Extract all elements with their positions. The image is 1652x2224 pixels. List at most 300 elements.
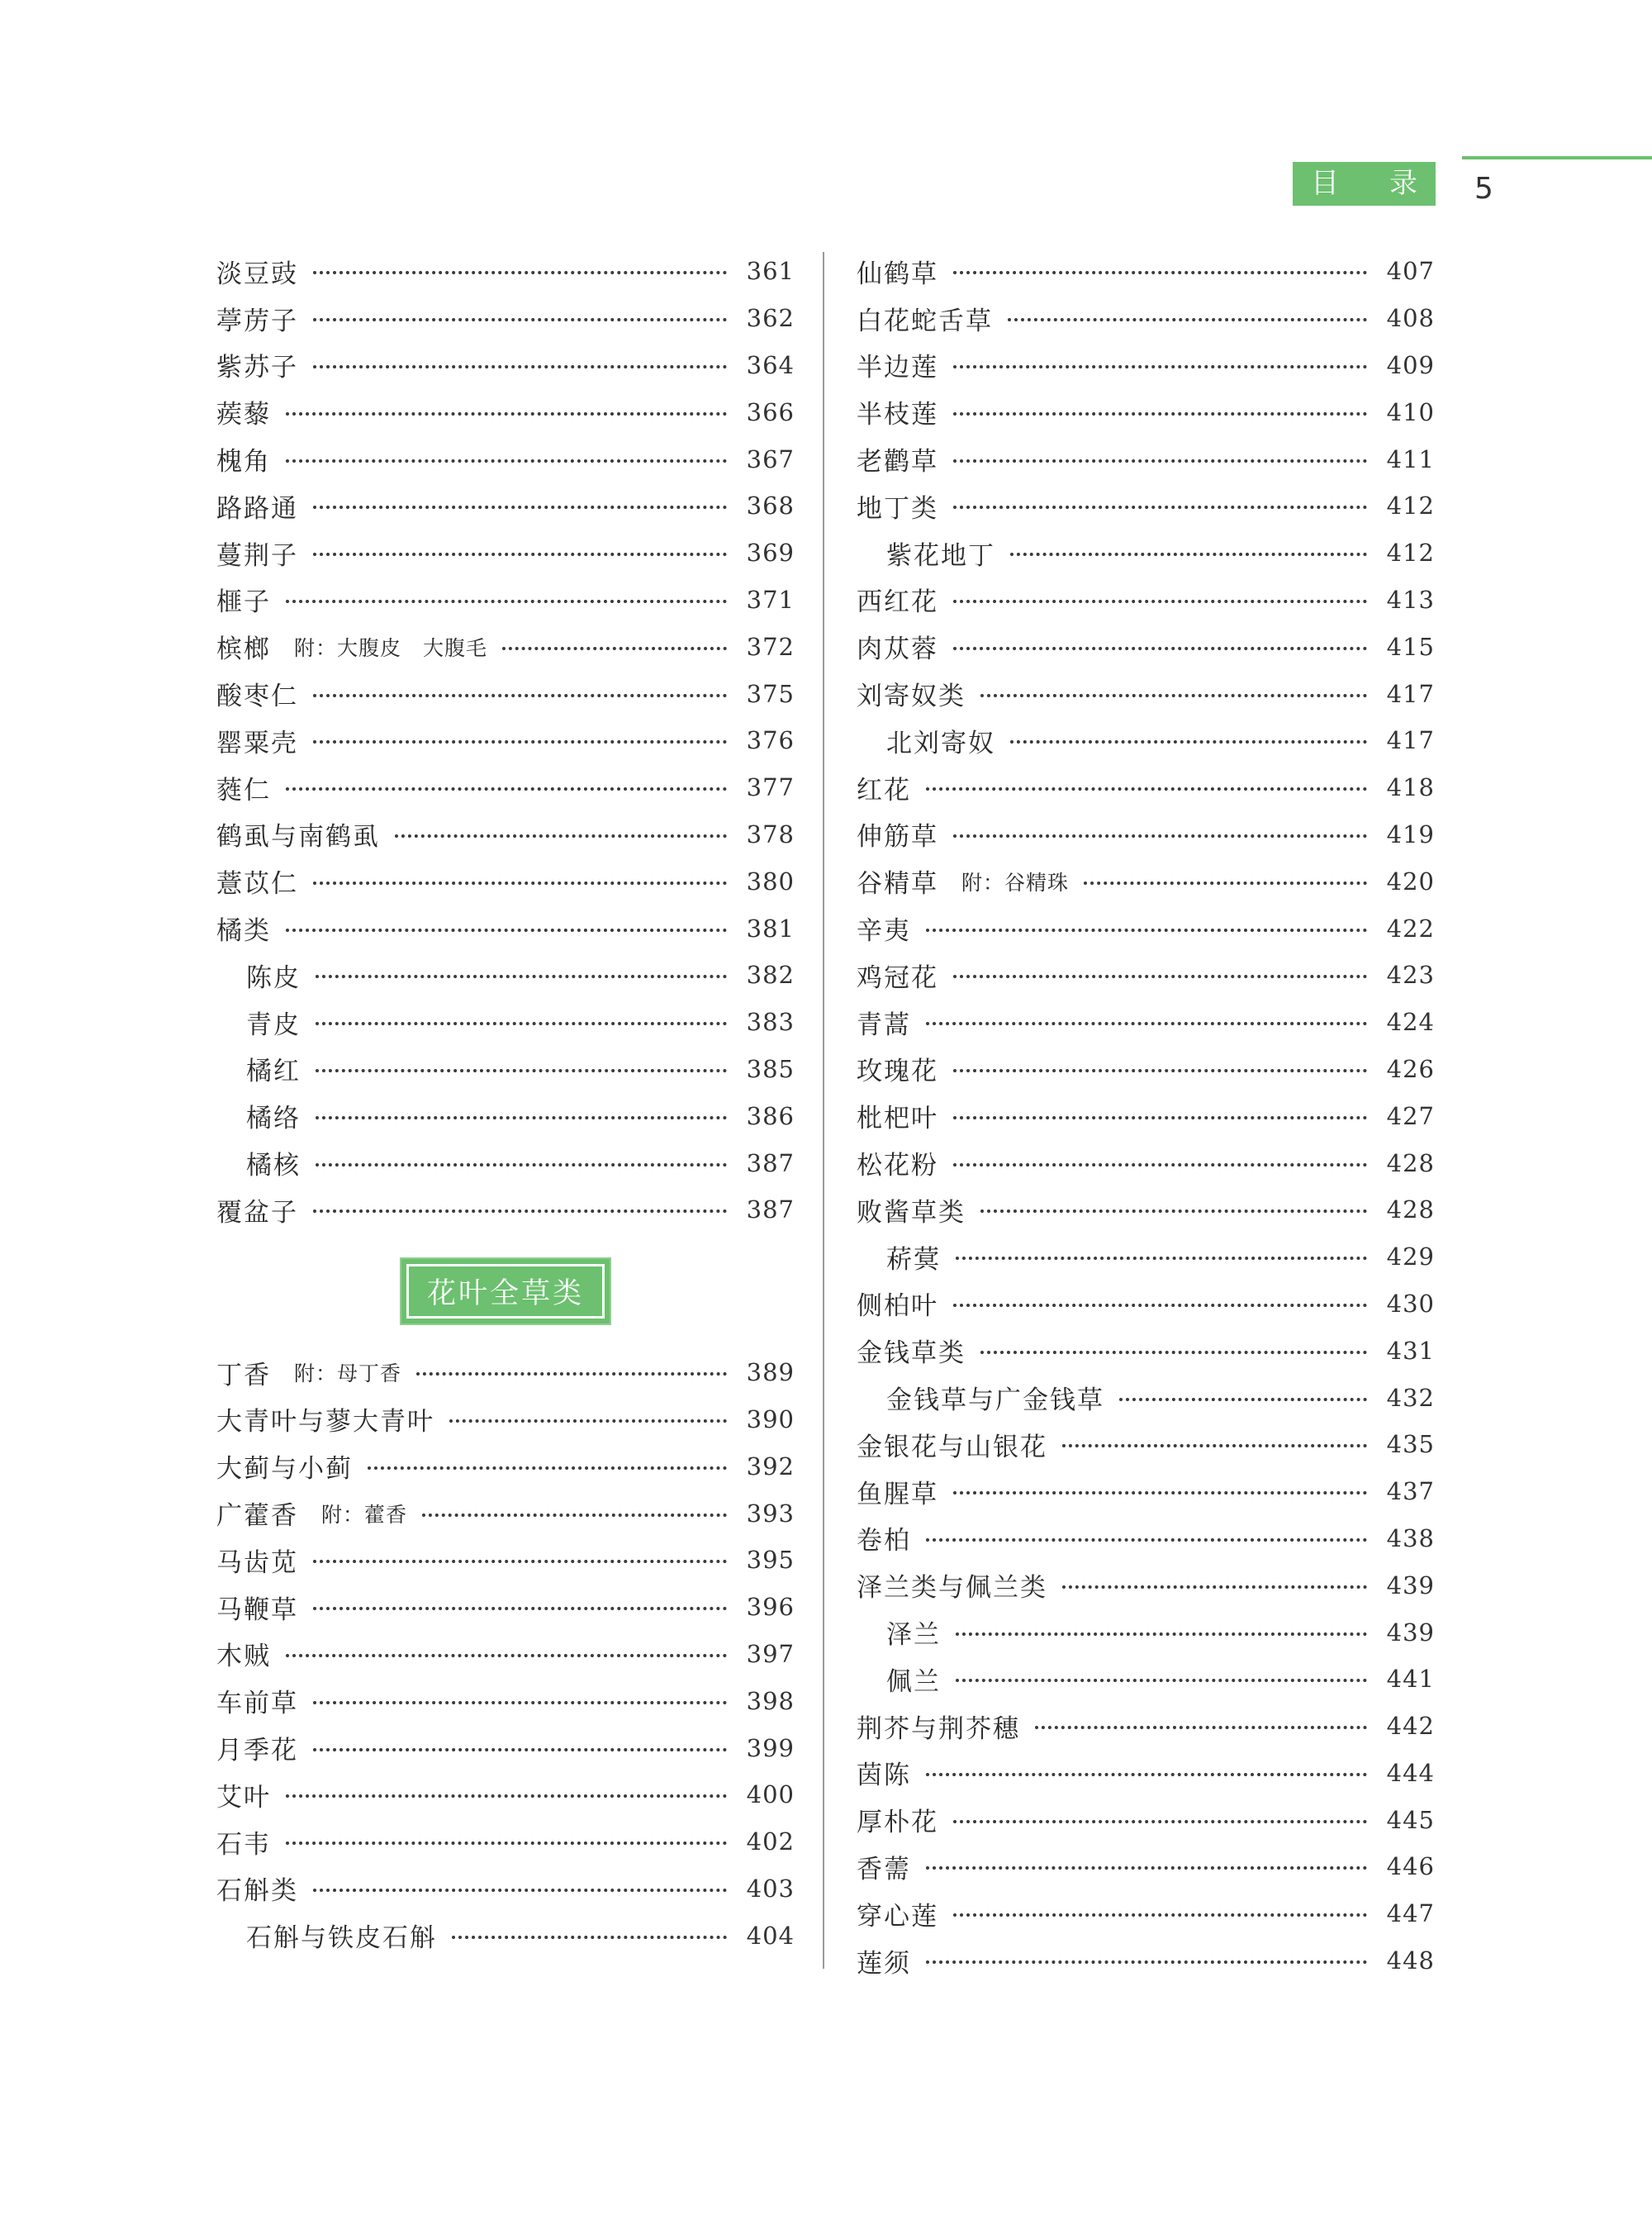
toc-entry-page: 428 bbox=[1386, 1195, 1435, 1224]
dot-leader bbox=[926, 1866, 1367, 1870]
toc-entry[interactable] bbox=[857, 905, 1435, 952]
toc-entry-title: 槟榔 bbox=[216, 634, 271, 665]
toc-entry[interactable] bbox=[857, 1139, 1435, 1186]
toc-entry-title: 荆芥与荆芥穗 bbox=[857, 1713, 1020, 1744]
toc-entry-page: 432 bbox=[1386, 1383, 1435, 1412]
toc-entry[interactable] bbox=[857, 670, 1435, 717]
toc-entry[interactable] bbox=[216, 764, 795, 811]
toc-entry-page: 424 bbox=[1386, 1008, 1435, 1037]
toc-entry-page: 364 bbox=[746, 350, 795, 379]
toc-entry-page: 377 bbox=[746, 773, 795, 802]
right-column bbox=[857, 248, 1435, 1984]
toc-entry-title: 蒺藜 bbox=[216, 400, 271, 430]
toc-entry-title: 败酱草类 bbox=[857, 1197, 966, 1228]
dot-leader bbox=[980, 1209, 1367, 1213]
section-heading-wrap bbox=[216, 1233, 795, 1349]
dot-leader bbox=[313, 506, 727, 509]
toc-entry-page: 383 bbox=[746, 1008, 795, 1037]
toc-entry-title: 月季花 bbox=[216, 1736, 298, 1765]
toc-entry[interactable] bbox=[857, 295, 1435, 342]
toc-entry-page: 375 bbox=[746, 679, 795, 708]
toc-entry[interactable] bbox=[857, 999, 1435, 1046]
dot-leader bbox=[313, 1701, 727, 1704]
toc-entry-page: 361 bbox=[746, 257, 795, 286]
toc-entry-title: 辛夷 bbox=[857, 916, 911, 947]
toc-entry[interactable] bbox=[857, 811, 1435, 858]
toc-entry[interactable] bbox=[216, 1912, 795, 1959]
toc-entry-page: 396 bbox=[746, 1593, 795, 1622]
toc-entry-title: 金银花与山银花 bbox=[857, 1432, 1047, 1462]
dot-leader bbox=[286, 1794, 727, 1798]
toc-entry-page: 428 bbox=[1386, 1148, 1435, 1177]
toc-entry[interactable] bbox=[857, 342, 1435, 389]
toc-entry-page: 444 bbox=[1386, 1758, 1435, 1787]
dot-leader bbox=[313, 365, 727, 368]
toc-entry[interactable] bbox=[216, 1677, 795, 1724]
toc-entry-page: 362 bbox=[746, 304, 795, 333]
toc-entry-page: 398 bbox=[746, 1686, 795, 1715]
toc-entry-page: 367 bbox=[746, 444, 795, 473]
toc-entry-title: 金钱草类 bbox=[857, 1338, 966, 1369]
toc-entry-page: 411 bbox=[1386, 444, 1435, 473]
toc-entry-page: 446 bbox=[1386, 1852, 1435, 1881]
toc-entry-title: 西红花 bbox=[857, 587, 938, 618]
toc-entry-note: 附：谷精珠 bbox=[961, 870, 1070, 895]
toc-entry-title: 橘类 bbox=[216, 916, 271, 947]
toc-entry-page: 415 bbox=[1386, 632, 1435, 661]
toc-entry[interactable] bbox=[216, 342, 795, 389]
toc-entry-title: 薏苡仁 bbox=[216, 869, 298, 900]
toc-entry-page: 412 bbox=[1386, 539, 1435, 568]
toc-entry-title: 淡豆豉 bbox=[216, 259, 298, 289]
dot-leader bbox=[953, 412, 1367, 416]
toc-entry[interactable] bbox=[216, 1442, 795, 1490]
toc-entry-page: 447 bbox=[1386, 1899, 1435, 1928]
toc-entry-title: 泽兰类与佩兰类 bbox=[857, 1573, 1047, 1604]
toc-entry-page: 372 bbox=[746, 632, 795, 661]
toc-entry[interactable] bbox=[216, 530, 795, 577]
dot-leader bbox=[1062, 1444, 1367, 1447]
dot-leader bbox=[953, 1069, 1367, 1072]
dot-leader bbox=[953, 459, 1367, 463]
toc-entry-page: 400 bbox=[746, 1780, 795, 1809]
dot-leader bbox=[286, 459, 727, 463]
toc-entry[interactable] bbox=[857, 623, 1435, 670]
toc-entry-page: 368 bbox=[746, 492, 795, 520]
toc-entry-title: 半边莲 bbox=[857, 353, 938, 383]
toc-entry-page: 445 bbox=[1386, 1805, 1435, 1834]
toc-entry-page: 422 bbox=[1386, 914, 1435, 943]
toc-entry-title: 佩兰 bbox=[886, 1666, 941, 1697]
dot-leader bbox=[313, 1889, 727, 1892]
toc-entry[interactable] bbox=[857, 1233, 1435, 1281]
dot-leader bbox=[286, 787, 727, 791]
dot-leader bbox=[953, 600, 1367, 603]
dot-leader bbox=[316, 1069, 727, 1072]
toc-entry-page: 376 bbox=[746, 726, 795, 755]
toc-entry-page: 387 bbox=[746, 1148, 795, 1177]
toc-entry-note: 附：母丁香 bbox=[294, 1361, 402, 1386]
section-heading: 花叶全草类 bbox=[401, 1259, 610, 1323]
toc-entry[interactable] bbox=[857, 1796, 1435, 1843]
toc-entry-page: 448 bbox=[1386, 1946, 1435, 1975]
toc-entry[interactable] bbox=[216, 1186, 795, 1233]
dot-leader bbox=[316, 1116, 727, 1119]
toc-entry[interactable] bbox=[857, 1374, 1435, 1421]
toc-entry-title: 石斛类 bbox=[216, 1876, 298, 1907]
toc-entry[interactable] bbox=[857, 1186, 1435, 1233]
toc-entry-title: 车前草 bbox=[216, 1689, 298, 1719]
toc-entry-title: 鹤虱与南鹤虱 bbox=[216, 822, 380, 853]
header-title-left: 目 bbox=[1311, 167, 1339, 200]
toc-entry-title: 伸筋草 bbox=[857, 822, 938, 853]
toc-entry[interactable] bbox=[216, 295, 795, 342]
toc-entry-title: 北刘寄奴 bbox=[886, 728, 995, 758]
toc-entry-title: 蔓荆子 bbox=[216, 540, 298, 571]
dot-leader bbox=[1010, 740, 1367, 744]
toc-entry-title: 紫苏子 bbox=[216, 353, 298, 383]
toc-entry[interactable] bbox=[216, 1584, 795, 1631]
dot-leader bbox=[926, 929, 1367, 932]
dot-leader bbox=[502, 647, 727, 650]
toc-entry-title: 菥蓂 bbox=[886, 1244, 941, 1275]
toc-entry-title: 广藿香 bbox=[216, 1501, 298, 1532]
dot-leader bbox=[368, 1466, 727, 1470]
toc-entry[interactable] bbox=[216, 811, 795, 858]
toc-entry-title: 覆盆子 bbox=[216, 1197, 298, 1228]
dot-leader bbox=[956, 1679, 1367, 1682]
toc-entry[interactable] bbox=[216, 1771, 795, 1818]
toc-entry-title: 石斛与铁皮石斛 bbox=[246, 1923, 437, 1954]
toc-entry[interactable] bbox=[857, 764, 1435, 811]
toc-entry-page: 366 bbox=[746, 397, 795, 426]
toc-entry-title: 香薷 bbox=[857, 1854, 911, 1884]
toc-entry-title: 厚朴花 bbox=[857, 1808, 938, 1838]
toc-entry[interactable] bbox=[857, 1421, 1435, 1468]
toc-entry-page: 442 bbox=[1386, 1712, 1435, 1741]
dot-leader bbox=[286, 412, 727, 416]
dot-leader bbox=[452, 1936, 727, 1939]
toc-entry-page: 413 bbox=[1386, 585, 1435, 614]
toc-entry[interactable] bbox=[216, 435, 795, 482]
toc-entry[interactable] bbox=[857, 577, 1435, 624]
toc-entry[interactable] bbox=[857, 1703, 1435, 1750]
toc-entry-page: 403 bbox=[746, 1874, 795, 1903]
toc-entry-page: 407 bbox=[1386, 257, 1435, 286]
dot-leader bbox=[980, 694, 1367, 697]
toc-entry-title: 紫花地丁 bbox=[886, 540, 995, 571]
dot-leader bbox=[1035, 1726, 1367, 1729]
toc-entry-page: 418 bbox=[1386, 773, 1435, 802]
toc-entry[interactable] bbox=[857, 858, 1435, 905]
toc-entry[interactable] bbox=[857, 1890, 1435, 1937]
toc-entry-title: 刘寄奴类 bbox=[857, 682, 966, 712]
toc-entry-title: 榧子 bbox=[216, 587, 271, 618]
page-number: 5 bbox=[1474, 172, 1493, 206]
dot-leader bbox=[286, 1841, 727, 1845]
toc-entry-page: 404 bbox=[746, 1921, 795, 1950]
toc-entry[interactable] bbox=[216, 670, 795, 717]
toc-entry-title: 松花粉 bbox=[857, 1151, 938, 1181]
dot-leader bbox=[313, 694, 727, 697]
toc-entry-title: 青蒿 bbox=[857, 1010, 911, 1040]
dot-leader bbox=[956, 1257, 1367, 1260]
toc-entry[interactable] bbox=[216, 482, 795, 530]
dot-leader bbox=[313, 1560, 727, 1563]
dot-leader bbox=[395, 834, 727, 838]
toc-entry-page: 395 bbox=[746, 1546, 795, 1575]
toc-entry[interactable] bbox=[216, 952, 795, 999]
toc-entry-page: 397 bbox=[746, 1639, 795, 1668]
toc-entry-title: 蕤仁 bbox=[216, 775, 271, 805]
dot-leader bbox=[953, 1491, 1367, 1495]
toc-entry-page: 441 bbox=[1386, 1665, 1435, 1694]
dot-leader bbox=[956, 1632, 1367, 1636]
toc-entry-page: 423 bbox=[1386, 961, 1435, 990]
toc-entry-title: 橘络 bbox=[246, 1104, 301, 1134]
toc-entry-title: 丁香 bbox=[216, 1360, 271, 1390]
toc-entry-title: 金钱草与广金钱草 bbox=[886, 1385, 1104, 1416]
toc-entry-title: 木贼 bbox=[216, 1642, 271, 1672]
toc-entry[interactable] bbox=[857, 248, 1435, 295]
toc-entry[interactable] bbox=[216, 623, 795, 670]
toc-entry-page: 437 bbox=[1386, 1477, 1435, 1506]
toc-entry-title: 莲须 bbox=[857, 1948, 911, 1979]
toc-entry-page: 402 bbox=[746, 1827, 795, 1856]
left-items-top bbox=[216, 248, 795, 1233]
toc-entry[interactable] bbox=[857, 1092, 1435, 1139]
toc-entry[interactable] bbox=[216, 858, 795, 905]
toc-entry-page: 417 bbox=[1386, 679, 1435, 708]
toc-entry[interactable] bbox=[216, 717, 795, 764]
dot-leader bbox=[286, 600, 727, 603]
toc-entry-title: 茵陈 bbox=[857, 1761, 911, 1791]
dot-leader bbox=[313, 1209, 727, 1213]
toc-entry-page: 412 bbox=[1386, 492, 1435, 520]
toc-entry-title: 泽兰 bbox=[886, 1620, 941, 1650]
toc-entry-title: 老鹳草 bbox=[857, 447, 938, 478]
dot-leader bbox=[1119, 1398, 1367, 1401]
toc-entry-title: 白花蛇舌草 bbox=[857, 306, 993, 336]
dot-leader bbox=[1084, 882, 1367, 885]
toc-entry-page: 378 bbox=[746, 820, 795, 848]
dot-leader bbox=[1010, 553, 1367, 556]
header-rule bbox=[1462, 156, 1652, 159]
toc-entry-page: 387 bbox=[746, 1195, 795, 1224]
dot-leader bbox=[926, 1022, 1367, 1025]
toc-entry-page: 439 bbox=[1386, 1571, 1435, 1599]
left-items-bottom bbox=[216, 1349, 795, 1959]
dot-leader bbox=[313, 271, 727, 274]
toc-entry-title: 大蓟与小蓟 bbox=[216, 1454, 353, 1485]
toc-entry-title: 玫瑰花 bbox=[857, 1057, 938, 1087]
toc-entry-title: 侧柏叶 bbox=[857, 1291, 938, 1322]
toc-entry-page: 381 bbox=[746, 914, 795, 943]
toc-entry[interactable] bbox=[216, 1349, 795, 1396]
right-items bbox=[857, 248, 1435, 1984]
dot-leader bbox=[926, 1538, 1367, 1542]
toc-entry[interactable] bbox=[857, 1515, 1435, 1562]
toc-entry[interactable] bbox=[216, 248, 795, 295]
toc-entry-page: 439 bbox=[1386, 1618, 1435, 1647]
toc-entry[interactable] bbox=[216, 577, 795, 624]
dot-leader bbox=[313, 318, 727, 321]
toc-entry-title: 酸枣仁 bbox=[216, 682, 298, 712]
toc-entry-title: 马齿苋 bbox=[216, 1547, 298, 1578]
dot-leader bbox=[953, 1116, 1367, 1119]
toc-entry-page: 380 bbox=[746, 867, 795, 896]
toc-entry[interactable] bbox=[857, 1937, 1435, 1984]
toc-entry-title: 青皮 bbox=[246, 1010, 301, 1040]
toc-entry-page: 410 bbox=[1386, 397, 1435, 426]
toc-entry[interactable] bbox=[216, 1818, 795, 1865]
toc-entry[interactable] bbox=[216, 999, 795, 1046]
toc-entry-title: 谷精草 bbox=[857, 869, 938, 900]
toc-entry-page: 429 bbox=[1386, 1243, 1435, 1271]
dot-leader bbox=[953, 1820, 1367, 1823]
dot-leader bbox=[313, 882, 727, 885]
toc-entry-title: 葶苈子 bbox=[216, 306, 298, 336]
toc-entry-title: 枇杷叶 bbox=[857, 1104, 938, 1134]
dot-leader bbox=[953, 647, 1367, 650]
toc-entry[interactable] bbox=[216, 1139, 795, 1186]
toc-entry[interactable] bbox=[857, 952, 1435, 999]
toc-entry[interactable] bbox=[857, 482, 1435, 530]
toc-entry[interactable] bbox=[857, 1046, 1435, 1093]
dot-leader bbox=[953, 975, 1367, 978]
toc-entry-title: 马鞭草 bbox=[216, 1594, 298, 1625]
toc-entry-page: 438 bbox=[1386, 1523, 1435, 1552]
toc-entry[interactable] bbox=[857, 1656, 1435, 1703]
toc-entry-page: 427 bbox=[1386, 1101, 1435, 1130]
dot-leader bbox=[313, 1607, 727, 1610]
toc-entry[interactable] bbox=[857, 1327, 1435, 1374]
toc-entry-title: 卷柏 bbox=[857, 1526, 911, 1556]
dot-leader bbox=[1062, 1585, 1367, 1589]
dot-leader bbox=[953, 1304, 1367, 1307]
toc-header-tab bbox=[1293, 162, 1436, 206]
dot-leader bbox=[926, 1960, 1367, 1964]
toc-entry[interactable] bbox=[857, 1843, 1435, 1890]
left-column bbox=[216, 248, 795, 1959]
dot-leader bbox=[313, 553, 727, 556]
toc-entry-page: 426 bbox=[1386, 1054, 1435, 1083]
toc-entry[interactable] bbox=[857, 717, 1435, 764]
toc-entry[interactable] bbox=[216, 1631, 795, 1678]
toc-entry-page: 371 bbox=[746, 585, 795, 614]
toc-entry-title: 鱼腥草 bbox=[857, 1479, 938, 1509]
toc-entry-page: 419 bbox=[1386, 820, 1435, 848]
dot-leader bbox=[953, 506, 1367, 509]
toc-entry-page: 431 bbox=[1386, 1336, 1435, 1365]
toc-entry-title: 肉苁蓉 bbox=[857, 634, 938, 665]
toc-entry[interactable] bbox=[216, 905, 795, 952]
toc-entry[interactable] bbox=[216, 1092, 795, 1139]
dot-leader bbox=[953, 365, 1367, 368]
dot-leader bbox=[926, 787, 1367, 791]
toc-entry-page: 399 bbox=[746, 1733, 795, 1762]
toc-entry-title: 陈皮 bbox=[246, 962, 301, 993]
dot-leader bbox=[316, 975, 727, 978]
dot-leader bbox=[286, 1654, 727, 1657]
toc-entry-title: 仙鹤草 bbox=[857, 259, 938, 289]
dot-leader bbox=[953, 834, 1367, 838]
toc-entry-page: 369 bbox=[746, 539, 795, 568]
dot-leader bbox=[953, 1163, 1367, 1167]
toc-entry-page: 409 bbox=[1386, 350, 1435, 379]
toc-entry[interactable] bbox=[857, 1561, 1435, 1609]
toc-entry-page: 385 bbox=[746, 1054, 795, 1083]
toc-entry[interactable] bbox=[216, 1046, 795, 1093]
toc-entry-title: 鸡冠花 bbox=[857, 962, 938, 993]
toc-entry[interactable] bbox=[857, 1750, 1435, 1797]
toc-entry-page: 435 bbox=[1386, 1430, 1435, 1459]
toc-entry-title: 艾叶 bbox=[216, 1782, 271, 1813]
column-divider bbox=[823, 252, 824, 1969]
toc-entry-page: 417 bbox=[1386, 726, 1435, 755]
toc-entry[interactable] bbox=[216, 388, 795, 435]
dot-leader bbox=[980, 1351, 1367, 1354]
dot-leader bbox=[286, 929, 727, 932]
toc-entry[interactable] bbox=[216, 1537, 795, 1584]
toc-entry-title: 路路通 bbox=[216, 493, 298, 524]
toc-entry[interactable] bbox=[857, 1468, 1435, 1515]
toc-entry[interactable] bbox=[216, 1724, 795, 1771]
toc-entry[interactable] bbox=[857, 388, 1435, 435]
toc-entry-page: 382 bbox=[746, 961, 795, 990]
toc-entry[interactable] bbox=[216, 1396, 795, 1443]
toc-entry-page: 408 bbox=[1386, 304, 1435, 333]
toc-entry-page: 390 bbox=[746, 1404, 795, 1433]
dot-leader bbox=[313, 1748, 727, 1751]
toc-entry-title: 石韦 bbox=[216, 1829, 271, 1860]
toc-entry[interactable] bbox=[857, 530, 1435, 577]
toc-entry-title: 罂粟壳 bbox=[216, 728, 298, 758]
toc-entry-title: 穿心莲 bbox=[857, 1901, 938, 1932]
dot-leader bbox=[316, 1163, 727, 1167]
toc-entry-page: 389 bbox=[746, 1358, 795, 1387]
dot-leader bbox=[1008, 318, 1367, 321]
dot-leader bbox=[953, 271, 1367, 274]
toc-entry-page: 420 bbox=[1386, 867, 1435, 896]
dot-leader bbox=[313, 740, 727, 744]
toc-entry-title: 大青叶与蓼大青叶 bbox=[216, 1407, 434, 1438]
dot-leader bbox=[953, 1913, 1367, 1917]
toc-entry-page: 393 bbox=[746, 1499, 795, 1528]
toc-entry[interactable] bbox=[857, 435, 1435, 482]
toc-entry-title: 槐角 bbox=[216, 447, 271, 478]
dot-leader bbox=[316, 1022, 727, 1025]
toc-entry[interactable] bbox=[857, 1609, 1435, 1656]
toc-entry-title: 红花 bbox=[857, 775, 911, 805]
toc-entry[interactable] bbox=[216, 1490, 795, 1537]
header-title-right: 录 bbox=[1389, 167, 1417, 200]
dot-leader bbox=[416, 1372, 727, 1376]
toc-entry-note: 附：藿香 bbox=[321, 1502, 408, 1527]
toc-entry[interactable] bbox=[216, 1865, 795, 1913]
dot-leader bbox=[422, 1514, 727, 1517]
dot-leader bbox=[449, 1419, 727, 1423]
toc-entry-page: 392 bbox=[746, 1452, 795, 1480]
toc-entry-title: 地丁类 bbox=[857, 493, 938, 524]
toc-entry[interactable] bbox=[857, 1281, 1435, 1328]
toc-entry-note: 附：大腹皮 大腹毛 bbox=[294, 635, 488, 660]
dot-leader bbox=[926, 1773, 1367, 1776]
toc-entry-page: 430 bbox=[1386, 1289, 1435, 1318]
toc-entry-title: 橘核 bbox=[246, 1151, 301, 1181]
toc-entry-title: 橘红 bbox=[246, 1057, 301, 1087]
toc-entry-title: 半枝莲 bbox=[857, 400, 938, 430]
